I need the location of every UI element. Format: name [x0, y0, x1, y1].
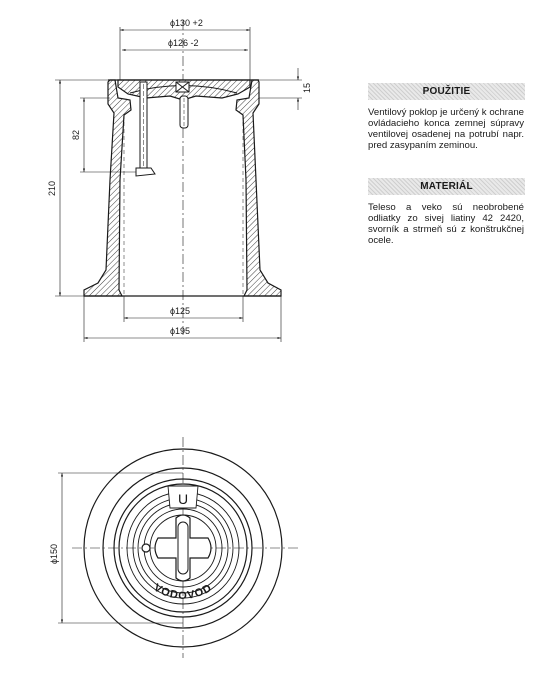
dim-flange-height: 15 [302, 82, 312, 93]
lid-letter: U [177, 491, 189, 507]
dim-plan-diameter: ϕ150 [49, 543, 59, 564]
heading-material: MATERIÁL [368, 178, 525, 195]
heading-usage: POUŽITIE [368, 83, 525, 100]
dim-bolt-depth: 82 [71, 129, 81, 140]
dim-bottom-outer: ϕ195 [170, 326, 191, 336]
dim-bottom-inner: ϕ125 [170, 306, 191, 316]
usage-text: Ventilový poklop je určený k ochrane ovládacieho konca zemnej súpravy ventilovej osadenej na potrubí napr. pred zasypaním zeminou. [368, 107, 524, 151]
nut [176, 82, 189, 92]
stirrup [180, 96, 188, 128]
lid-cross-grip [155, 515, 211, 581]
dim-outer-top: ϕ130 +2 [170, 18, 203, 28]
section-view [84, 20, 281, 335]
dim-inner-top: ϕ126 -2 [168, 38, 199, 48]
pin-hole [142, 544, 150, 552]
material-text: Teleso a veko sú neobrobené odliatky zo sivej liatiny 42 2420, svorník a strmeň sú z konštrukčnej ocele. [368, 202, 524, 246]
lid-inscription-text: VODOVOD [151, 581, 215, 602]
dim-total-height: 210 [47, 180, 57, 196]
plan-view [58, 437, 298, 658]
